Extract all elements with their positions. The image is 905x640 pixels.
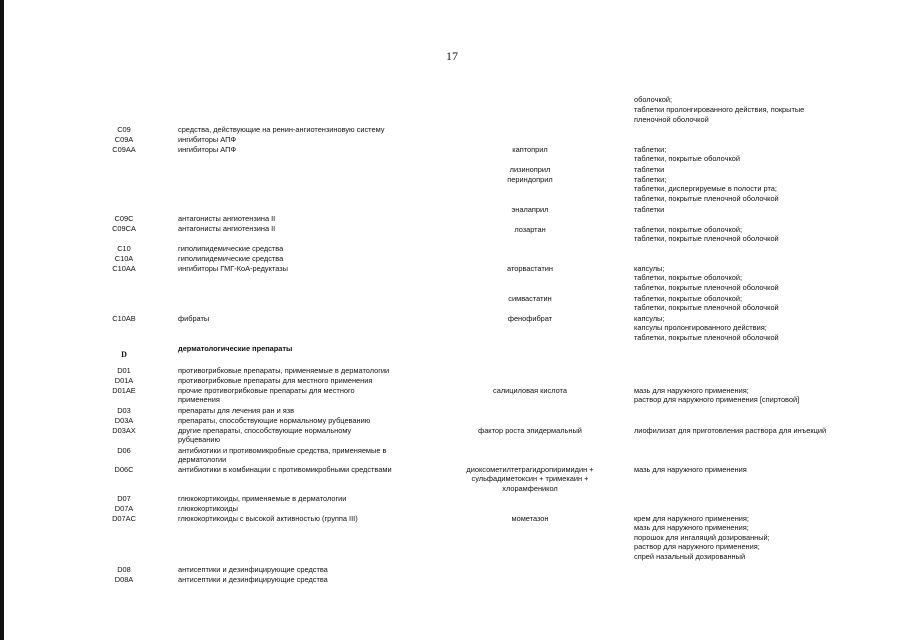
atc-name: антибиотики в комбинации с противомикробными средствами [178, 465, 392, 474]
atc-name: средства, действующие на ренин-ангиотензиновую систему [178, 125, 385, 134]
drug-inn: лизиноприл [509, 165, 551, 174]
atc-name: прочие противогрибковые препараты для местного применения [178, 386, 355, 405]
atc-code: D01 [117, 366, 131, 375]
atc-name: препараты для лечения ран и язв [178, 406, 295, 415]
atc-name: препараты, способствующие нормальному рубцеванию [178, 416, 371, 425]
atc-name: противогрибковые препараты для местного применения [178, 376, 373, 385]
atc-name: глюкокортикоиды [178, 504, 238, 513]
atc-code: D03 [117, 406, 131, 415]
atc-name: гиполипидемические средства [178, 244, 284, 253]
page-number: 17 [446, 49, 458, 63]
atc-name: фибраты [178, 314, 210, 323]
atc-code: C10 [117, 244, 131, 253]
drug-forms: таблетки, покрытые оболочкой; таблетки, покрытые пленочной оболочкой [634, 225, 779, 244]
atc-code: D03AX [112, 426, 136, 435]
atc-code: C10AA [112, 264, 136, 273]
atc-name: антагонисты ангиотензина II [178, 214, 276, 223]
atc-code: C10AB [112, 314, 136, 323]
atc-name: антисептики и дезинфицирующие средства [178, 575, 328, 584]
drug-forms: мазь для наружного применения; раствор для наружного применения [спиртовой] [634, 386, 800, 405]
drug-inn: каптоприл [512, 145, 548, 154]
atc-code: D06 [117, 446, 131, 455]
drug-inn: периндоприл [507, 175, 553, 184]
top-form-line: пленочной оболочкой [634, 115, 709, 124]
atc-code: D07AC [112, 514, 136, 523]
drug-forms: капсулы; капсулы пролонгированного действия; таблетки, покрытые пленочной оболочкой [634, 314, 779, 342]
drug-forms: капсулы; таблетки, покрытые оболочкой; таблетки, покрытые пленочной оболочкой [634, 264, 779, 292]
drug-forms: мазь для наружного применения [634, 465, 747, 474]
drug-inn: фенофибрат [507, 314, 553, 323]
atc-name: другие препараты, способствующие нормальному рубцеванию [178, 426, 352, 445]
atc-code: D01AE [112, 386, 136, 395]
drug-inn: салициловая кислота [493, 386, 567, 395]
atc-code: D07 [117, 494, 131, 503]
atc-code: D08 [117, 565, 131, 574]
atc-code: C09C [114, 214, 134, 223]
drug-inn: аторвастатин [507, 264, 553, 273]
drug-forms: таблетки; таблетки, покрытые оболочкой [634, 145, 741, 164]
atc-name: антагонисты ангиотензина II [178, 224, 276, 233]
atc-name: дерматологические препараты [178, 344, 293, 353]
atc-code: C10A [114, 254, 134, 263]
atc-name: ингибиторы АПФ [178, 135, 237, 144]
atc-name: ингибиторы ГМГ-КоА-редуктазы [178, 264, 288, 273]
top-form-line: оболочкой; [634, 95, 673, 104]
atc-name: ингибиторы АПФ [178, 145, 237, 154]
drug-forms: таблетки [634, 205, 665, 214]
atc-code: C09 [117, 125, 131, 134]
atc-code: D [121, 350, 127, 359]
atc-code: C09A [114, 135, 134, 144]
drug-inn: фактор роста эпидермальный [478, 426, 582, 435]
atc-code: D07A [114, 504, 134, 513]
drug-forms: крем для наружного применения; мазь для наружного применения; порошок для ингаляций дозированный; раствор для наружного применения; спрей назальный дозированный [634, 514, 770, 561]
page-left-border [0, 0, 4, 640]
atc-name: глюкокортикоиды, применяемые в дерматологии [178, 494, 347, 503]
atc-code: C09AA [112, 145, 136, 154]
drug-forms: таблетки [634, 165, 665, 174]
drug-inn: симвастатин [508, 294, 552, 303]
atc-code: D06C [114, 465, 134, 474]
drug-forms: таблетки, покрытые оболочкой; таблетки, покрытые пленочной оболочкой [634, 294, 779, 313]
drug-inn: мометазон [511, 514, 549, 523]
atc-code: D01A [114, 376, 134, 385]
atc-code: D08A [114, 575, 134, 584]
atc-name: глюкокортикоиды с высокой активностью (группа III) [178, 514, 358, 523]
top-form-line: таблетки пролонгированного действия, покрытые [634, 105, 805, 114]
atc-name: антисептики и дезинфицирующие средства [178, 565, 328, 574]
drug-inn: диоксометилтетрагидропиримидин + сульфадиметоксин + тримекаин + хлорамфеникол [466, 465, 594, 493]
atc-name: антибиотики и противомикробные средства, применяемые в дерматологии [178, 446, 387, 465]
drug-inn: эналаприл [511, 205, 549, 214]
drug-forms: лиофилизат для приготовления раствора для инъекций [634, 426, 827, 435]
drug-inn: лозартан [514, 225, 546, 234]
atc-code: C09CA [112, 224, 136, 233]
atc-name: гиполипидемические средства [178, 254, 284, 263]
drug-forms: таблетки; таблетки, диспергируемые в полости рта; таблетки, покрытые пленочной оболочкой [634, 175, 779, 203]
atc-name: противогрибковые препараты, применяемые в дерматологии [178, 366, 390, 375]
atc-code: D03A [114, 416, 134, 425]
